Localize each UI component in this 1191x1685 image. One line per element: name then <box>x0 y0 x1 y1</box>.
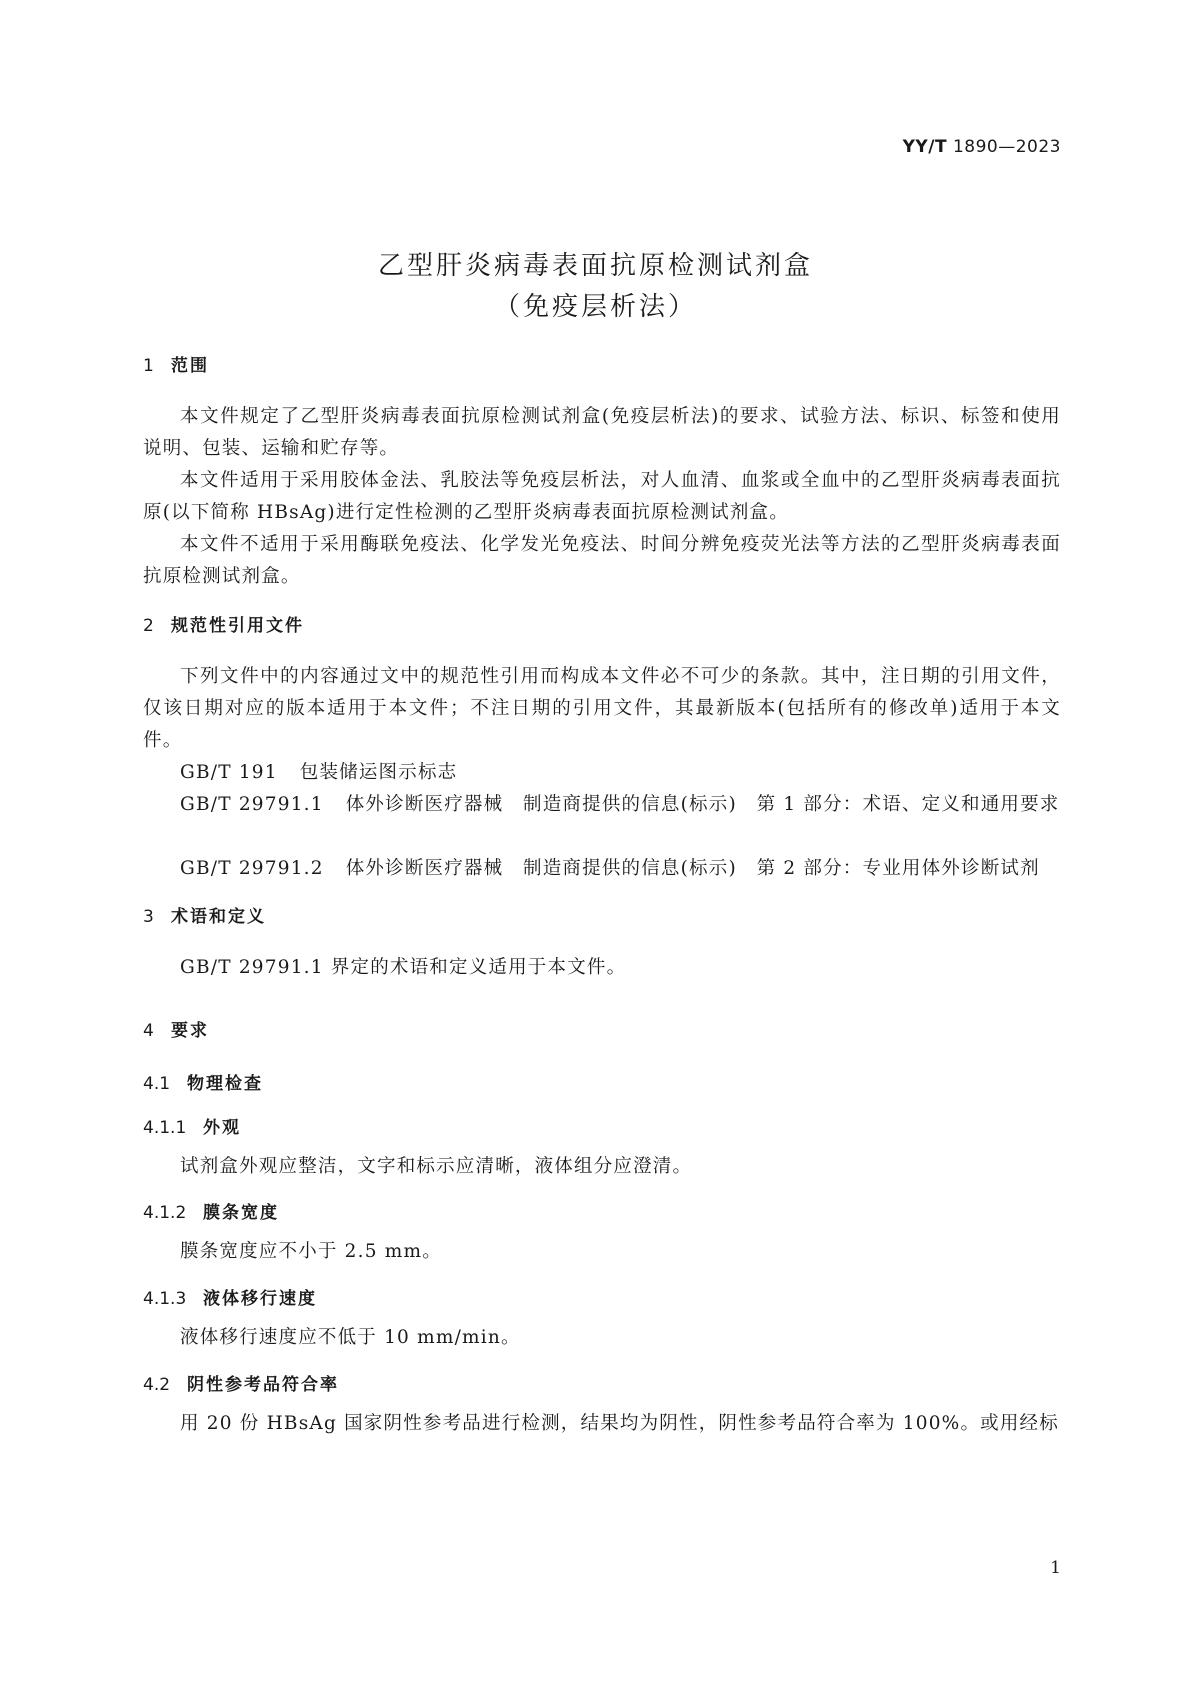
section-number: 4 <box>143 1021 154 1041</box>
reference-title: 包装储运图示标志 <box>299 762 458 783</box>
section-number: 3 <box>143 907 154 927</box>
section-title: 液体移行速度 <box>203 1289 317 1309</box>
section-title: 外观 <box>203 1118 241 1138</box>
section-number: 4.1 <box>143 1074 171 1094</box>
standard-code-prefix: YY/T <box>902 137 948 157</box>
section-title: 规范性引用文件 <box>171 616 304 636</box>
section-4-1-3-heading <box>143 1284 317 1309</box>
document-title: 乙型肝炎病毒表面抗原检测试剂盒 <box>377 251 813 281</box>
section-number: 2 <box>143 616 154 636</box>
section-1-paragraph-2: 本文件适用于采用胶体金法、乳胶法等免疫层析法，对人血清、血浆或全血中的乙型肝炎病毒表面抗原(以下简称 HBsAg)进行定性检测的乙型肝炎病毒表面抗原检测试剂盒。 <box>143 470 1061 523</box>
section-4-2-paragraph: 用 20 份 HBsAg 国家阴性参考品进行检测，结果均为阴性，阴性参考品符合率为 100%。或用经标 <box>180 1413 1059 1434</box>
section-3-paragraph-1: GB/T 29791.1 界定的术语和定义适用于本文件。 <box>180 957 627 978</box>
page-number: 1 <box>1050 1558 1061 1578</box>
reference-code: GB/T 191 <box>180 762 278 783</box>
section-4-2-heading <box>143 1370 339 1395</box>
section-1-paragraph-3: 本文件不适用于采用酶联免疫法、化学发光免疫法、时间分辨免疫荧光法等方法的乙型肝炎病毒表面抗原检测试剂盒。 <box>143 534 1061 587</box>
document-subtitle: （免疫层析法） <box>493 292 697 322</box>
reference-code: GB/T 29791.2 <box>180 858 324 879</box>
reference-item <box>143 789 1061 821</box>
section-title: 要求 <box>171 1021 209 1041</box>
section-4-1-1-heading <box>143 1113 241 1138</box>
section-1-heading <box>143 351 209 376</box>
section-number: 4.1.1 <box>143 1118 187 1138</box>
section-title: 阴性参考品符合率 <box>187 1375 339 1395</box>
section-number: 4.1.2 <box>143 1203 187 1223</box>
section-4-1-2-paragraph: 膜条宽度应不小于 2.5 mm。 <box>180 1241 442 1262</box>
section-2-heading <box>143 611 304 636</box>
standard-code-number: 1890—2023 <box>952 137 1061 157</box>
section-4-1-3-paragraph: 液体移行速度应不低于 10 mm/min。 <box>180 1327 521 1348</box>
section-4-1-2-heading <box>143 1198 279 1223</box>
reference-title: 体外诊断医疗器械 制造商提供的信息(标示) 第 1 部分：术语、定义和通用要求 <box>345 794 1060 815</box>
section-title: 术语和定义 <box>171 907 266 927</box>
section-3-heading <box>143 902 266 927</box>
section-4-heading <box>143 1016 209 1041</box>
section-number: 4.2 <box>143 1375 171 1395</box>
section-number: 1 <box>143 356 154 376</box>
section-title: 膜条宽度 <box>203 1203 279 1223</box>
reference-code: GB/T 29791.1 <box>180 794 324 815</box>
reference-item <box>143 757 1061 789</box>
section-2-paragraph-1: 下列文件中的内容通过文中的规范性引用而构成本文件必不可少的条款。其中，注日期的引用文件，仅该日期对应的版本适用于本文件；不注日期的引用文件，其最新版本(包括所有的修改单)适用于本文件。 <box>143 666 1061 751</box>
reference-title: 体外诊断医疗器械 制造商提供的信息(标示) 第 2 部分：专业用体外诊断试剂 <box>345 858 1040 879</box>
section-4-1-heading <box>143 1069 263 1094</box>
standard-code <box>903 137 1061 157</box>
section-4-1-1-paragraph: 试剂盒外观应整洁，文字和标示应清晰，液体组分应澄清。 <box>180 1156 693 1177</box>
reference-item <box>143 853 1061 885</box>
section-number: 4.1.3 <box>143 1289 187 1309</box>
section-title: 范围 <box>171 356 209 376</box>
section-1-paragraph-1: 本文件规定了乙型肝炎病毒表面抗原检测试剂盒(免疫层析法)的要求、试验方法、标识、标签和使用说明、包装、运输和贮存等。 <box>143 406 1061 459</box>
section-title: 物理检查 <box>187 1074 263 1094</box>
